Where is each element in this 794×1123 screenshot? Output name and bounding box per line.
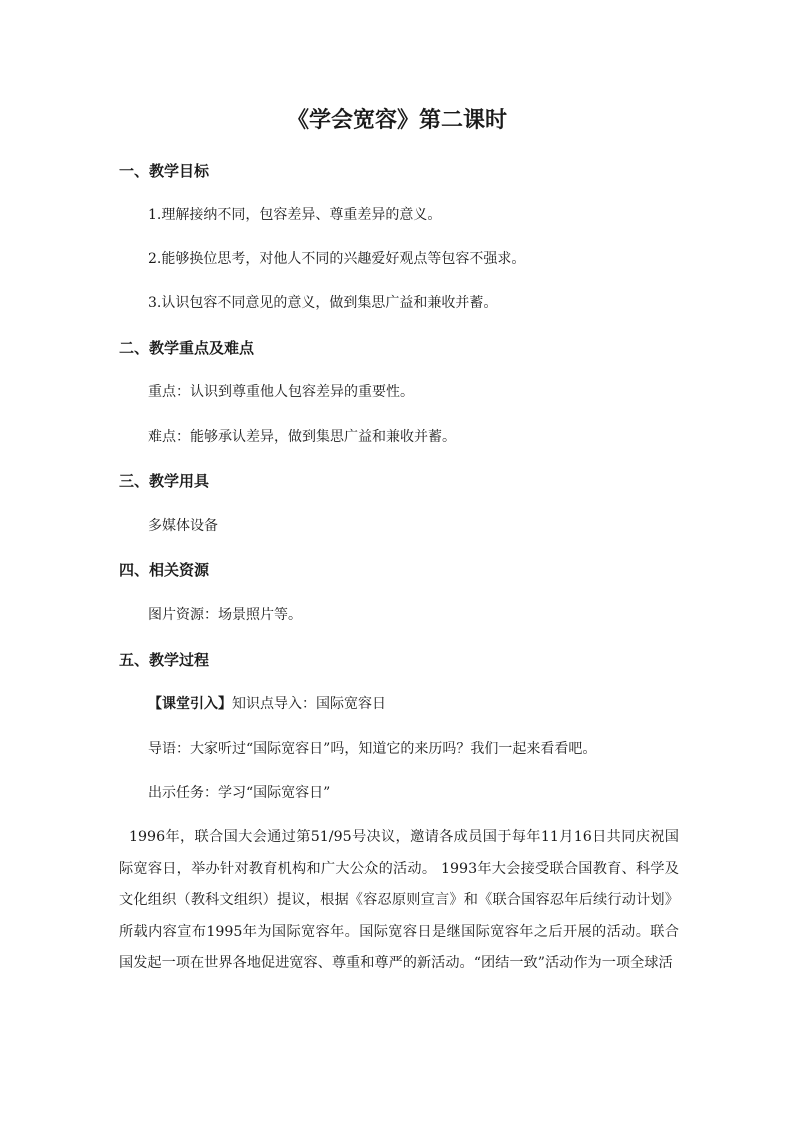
section-heading-resources: 四、相关资源 <box>119 561 210 579</box>
key-point-text: 重点：认识到尊重他人包容差异的重要性。 <box>148 384 414 400</box>
section-heading-key-points: 二、教学重点及难点 <box>119 339 255 357</box>
section-heading-goals: 一、教学目标 <box>119 162 210 180</box>
goal-item-1: 1.理解接纳不同，包容差异、尊重差异的意义。 <box>148 207 442 223</box>
difficult-point-text: 难点：能够承认差异，做到集思广益和兼收并蓄。 <box>148 429 456 445</box>
section-heading-tools: 三、教学用具 <box>119 472 210 490</box>
resources-text: 图片资源：场景照片等。 <box>148 607 302 623</box>
goal-item-3: 3.认识包容不同意见的意义，做到集思广益和兼收并蓄。 <box>148 295 498 311</box>
body-paragraph: 1996年，联合国大会通过第51/95号决议，邀请各成员国于每年11月16日共同庆祝国际宽容日，举办针对教育机构和广大公众的活动。 1993年大会接受联合国教育、科学及文化组织（教科文组织）提议，根据《容忍原则宣言》和《联合国容忍年后续行动计划》所载内容宣布1995年为国际宽容年。国际宽容日是继国际宽容年之后开展的活动。联合国发起一项在世界各地促进宽容、尊重和尊严的新活动。“团结一致”活动作为一项全球活 <box>119 829 679 971</box>
document-title: 《学会宽容》第二课时 <box>286 107 507 133</box>
intro-label: 【课堂引入】 <box>148 696 232 712</box>
guide-text: 导语：大家听过“国际宽容日”吗，知道它的来历吗？我们一起来看看吧。 <box>148 741 597 757</box>
intro-line <box>148 693 386 713</box>
task-text: 出示任务：学习“国际宽容日” <box>148 785 331 801</box>
tools-text: 多媒体设备 <box>148 518 218 534</box>
intro-text: 知识点导入：国际宽容日 <box>232 696 386 712</box>
section-heading-process: 五、教学过程 <box>119 651 210 669</box>
goal-item-2: 2.能够换位思考，对他人不同的兴趣爱好观点等包容不强求。 <box>148 251 526 267</box>
